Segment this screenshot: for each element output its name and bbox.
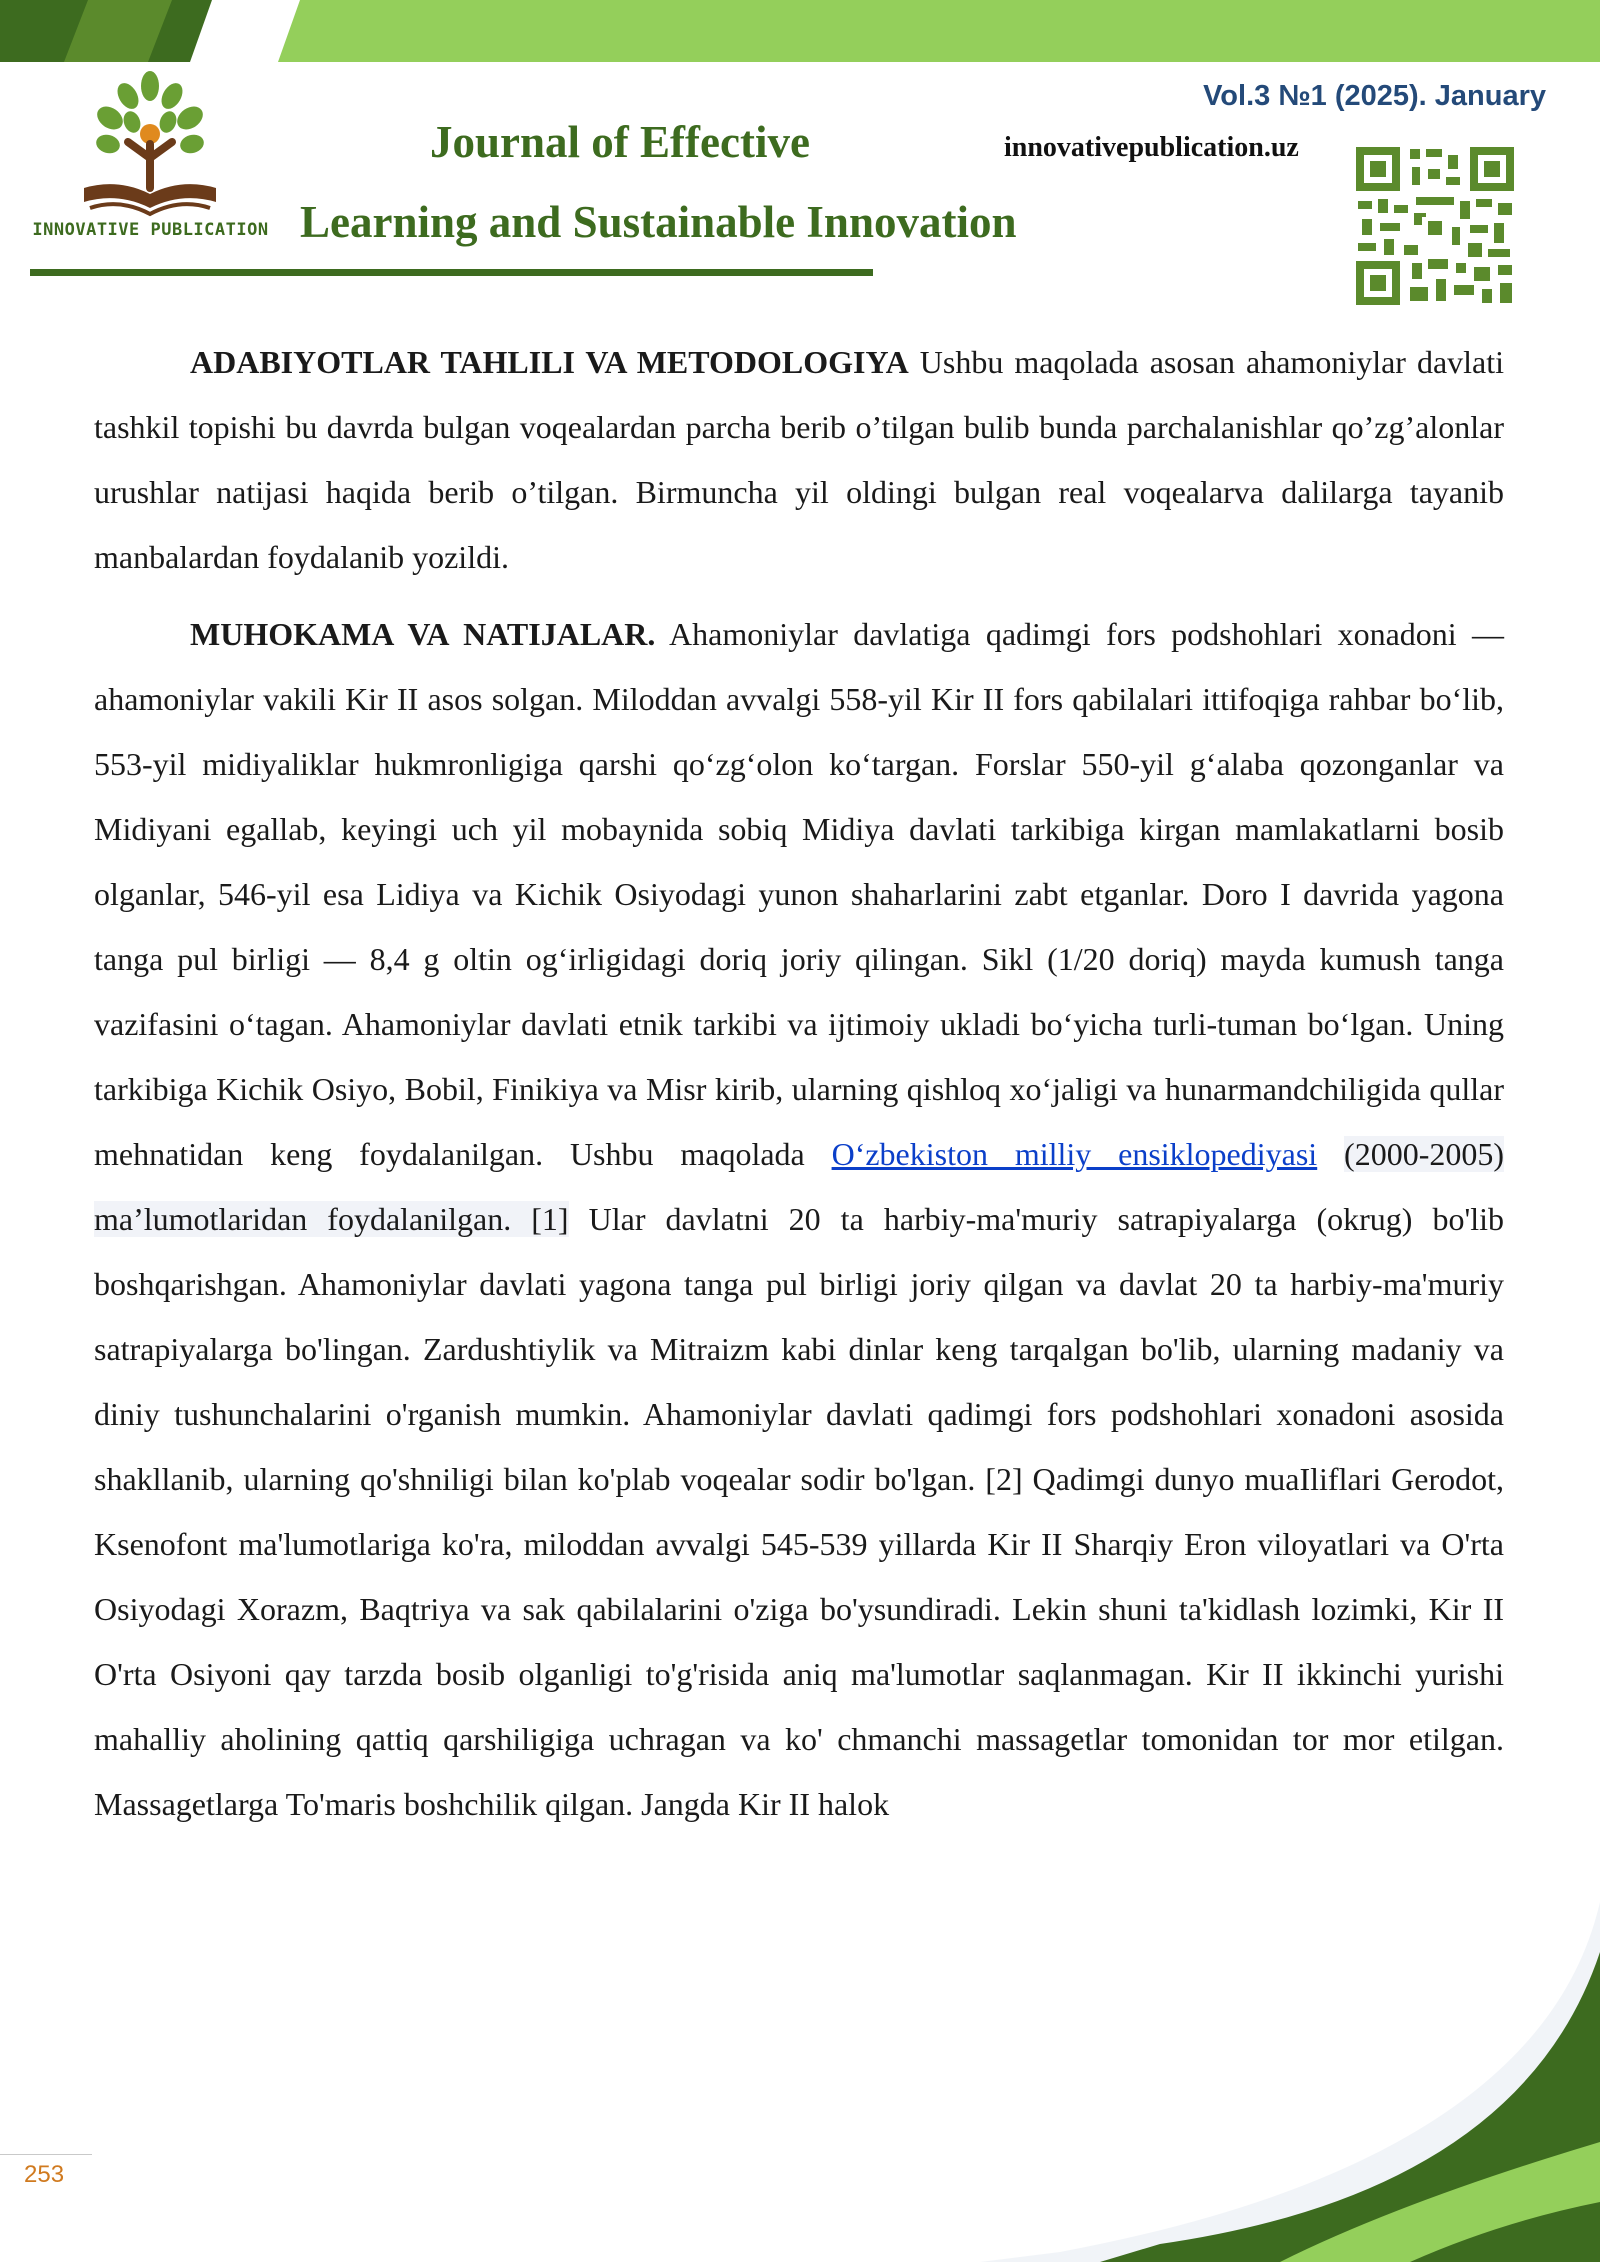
- issue-info: Vol.3 №1 (2025). January: [1203, 80, 1546, 112]
- citation-highlight: (2000-2005) ma’lumotlaridan foydalanilgan. [1]: [94, 1136, 1505, 1237]
- paragraph-discussion: [94, 602, 1504, 1837]
- website-link[interactable]: innovativepublication.uz: [1004, 132, 1299, 163]
- journal-title-line1: Journal of Effective: [430, 117, 810, 167]
- paragraph-text: Ular davlatni 20 ta harbiy-ma'muriy satrapiyalarga (okrug) bo'lib boshqarishgan. Ahamoniylar davlati yagona tanga pul birligi joriy qilgan va davlat 20 ta harbiy-ma'muriy satrapiyalarga bo'lingan. Zardushtiylik va Mitraizm kabi dinlar keng tarqalgan bo'lib, ularning madaniy va diniy tushunchalarini o'rganish mumkin. Ahamoniylar davlati qadimgi fors podshohlari xonadoni asosida shakllanib, ularning qo'shniligi bilan ko'plab voqealar sodir bo'lgan. [2] Qadimgi dunyo muaIliflari Gerodot, Ksenofont ma'lumotlariga ko'ra, miloddan avvalgi 545-539 yillarda Kir II Sharqiy Eron viloyatlari va O'rta Osiyodagi Xorazm, Baqtriya va sak qabilalarini o'ziga bo'ysundiradi. Lekin shuni ta'kidlash lozimki, Kir II O'rta Osiyoni qay tarzda bosib olganligi to'g'risida aniq ma'lumotlar saqlanmagan. Kir II ikkinchi yurishi mahalliy aholining qattiq qarshiligiga uchragan va ko' chmanchi massagetlar tomonidan tor mor etilgan. Massagetlarga To'maris boshchilik qilgan. Jangda Kir II halok: [94, 1201, 1505, 1822]
- paragraph-text: Ushbu maqolada asosan ahamoniylar davlati tashkil topishi bu davrda bulgan voqealardan parcha berib o’tilgan bulib bunda parchalanishlar qo’zg’alonlar urushlar natijasi haqida berib o’tilgan. Birmuncha yil oldingi bulgan real voqealarva dalilarga tayanib manbalardan foydalanib yozildi.: [94, 344, 1505, 575]
- corner-decoration: [980, 1902, 1600, 2262]
- qr-code-icon[interactable]: [1356, 147, 1514, 305]
- page-number: 253: [24, 2161, 65, 2188]
- article-body: [94, 330, 1504, 1849]
- section-heading-discussion: MUHOKAMA VA NATIJALAR.: [190, 616, 656, 652]
- encyclopedia-link[interactable]: O‘zbekiston milliy ensiklopediyasi: [831, 1136, 1318, 1172]
- header-color-band: [0, 0, 1600, 62]
- publisher-logo-text: INNOVATIVE PUBLICATION: [32, 220, 269, 240]
- footer-rule: [0, 2154, 92, 2155]
- header-divider: [30, 269, 873, 276]
- section-heading-methodology: ADABIYOTLAR TAHLILI VA METODOLOGIYA: [190, 344, 909, 380]
- paragraph-literature-review: [94, 330, 1504, 590]
- journal-title-line2: Learning and Sustainable Innovation: [300, 197, 1017, 247]
- paragraph-text: Ahamoniylar davlatiga qadimgi fors podshohlari xonadoni — ahamoniylar vakili Kir II asos solgan. Miloddan avvalgi 558-yil Kir II fors qabilalari ittifoqiga rahbar bo‘lib, 553-yil midiyaliklar hukmronligiga qarshi qo‘zg‘olon ko‘targan. Forslar 550-yil g‘alaba qozonganlar va Midiyani egallab, keyingi uch yil mobaynida sobiq Midiya davlati tarkibiga kirgan mamlakatlarni bosib olganlar, 546-yil esa Lidiya va Kichik Osiyodagi yunon shaharlarini zabt etganlar. Doro I davrida yagona tanga pul birligi — 8,4 g oltin og‘irligidagi doriq joriy qilingan. Sikl (1/20 doriq) mayda kumush tanga vazifasini o‘tagan. Ahamoniylar davlati etnik tarkibi va ijtimoiy ukladi bo‘yicha turli-tuman bo‘lgan. Uning tarkibiga Kichik Osiyo, Bobil, Finikiya va Misr kirib, ularning qishloq xo‘jaligi va hunarmandchiligida qullar mehnatidan keng foydalanilgan. Ushbu maqolada: [94, 616, 1505, 1172]
- tree-book-logo-icon: [28, 70, 273, 245]
